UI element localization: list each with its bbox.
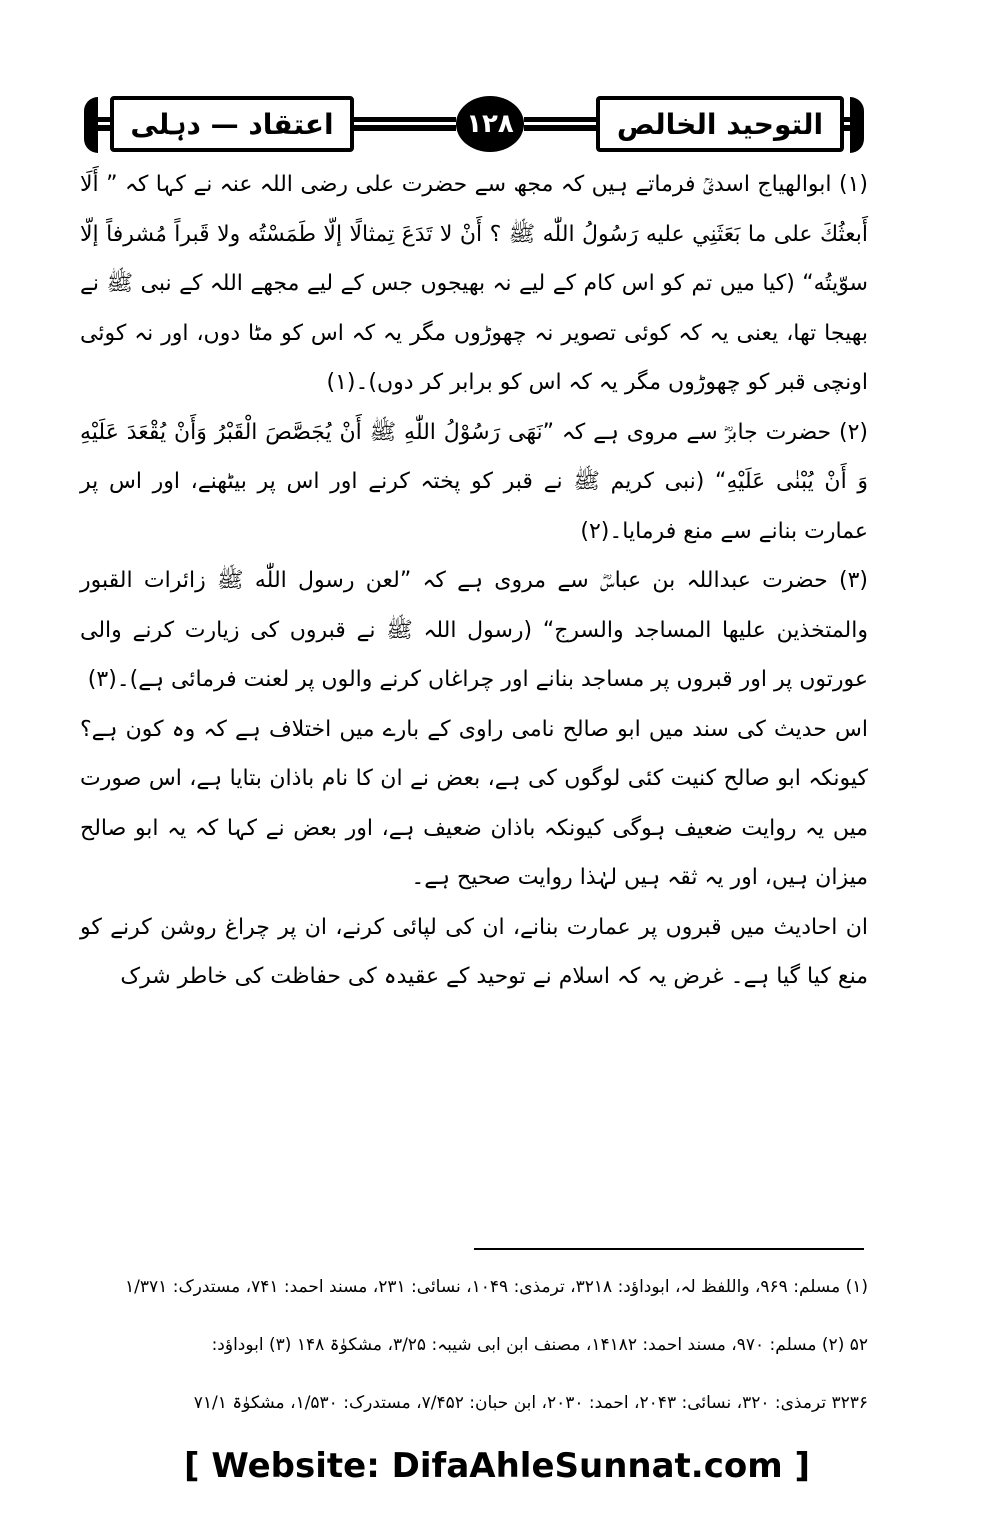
footnote-line: ۵۲ (۲) مسلم: ۹۷۰، مسند احمد: ۱۴۱۸۲، مصنف ابن ابی شیبہ: ۳/۲۵، مشکوٰۃ ۱۴۸ (۳) ابوداؤد: (211, 1335, 868, 1355)
paragraph-hadith-3: (۳) حضرت عبداللہ بن عباسؓ سے مروی ہے کہ ”لعن رسول اللّٰه ﷺ زائرات القبور والمتخذین علیها المساجد والسرج“ (رسول اللہ ﷺ نے قبروں کی زیارت کرنے والی عورتوں پر اور قبروں پر مساجد بنانے اور چراغاں کرنے والوں پر لعنت فرمائی ہے)۔(۳) (80, 568, 868, 692)
book-title: التوحید الخالص (596, 96, 844, 152)
footnote-divider (474, 1248, 864, 1250)
footnotes (80, 1258, 868, 1432)
main-text (80, 160, 868, 1002)
header-cap-left (84, 97, 98, 153)
website-credit: [ Website: DifaAhleSunnat.com ] (183, 1446, 811, 1486)
section-title: اعتقاد — دہلی (110, 96, 354, 152)
header-cap-right (850, 97, 864, 153)
paragraph-hadith-1: (۱) ابوالھیاج اسدیؒ فرماتے ہیں کہ مجھ سے حضرت علی رضی اللہ عنہ نے کہا کہ ” أَلَا أَبعثُكَ علی ما بَعَثَنِي علیه رَسُولُ اللّٰه ﷺ ؟ أَنْ لا تَدَعَ تِمثالًا إلّا طَمَسْتُه ولا قَبراً مُشرفاً إلّا سوّیتُه“ (کیا میں تم کو اس کام کے لیے نہ بھیجوں جس کے لیے مجھے اللہ کے نبی ﷺ نے بھیجا تھا، یعنی یہ کہ کوئی تصویر نہ چھوڑوں مگر یہ کہ اس کو مٹا دوں، اور نہ کوئی اونچی قبر کو چھوڑوں مگر یہ کہ اس کو برابر کر دوں)۔(۱) (80, 172, 868, 395)
paragraph-isnad-note: اس حدیث کی سند میں ابو صالح نامی راوی کے بارے میں اختلاف ہے کہ وہ کون ہے؟ کیونکہ ابو صالح کنیت کئی لوگوں کی ہے، بعض نے ان کا نام باذان بتایا ہے، اس صورت میں یہ روایت ضعیف ہوگی کیونکہ باذان ضعیف ہے، اور بعض نے کہا کہ یہ ابو صالح میزان ہیں، اور یہ ثقہ ہیں لہٰذا روایت صحیح ہے۔ (80, 716, 868, 890)
paragraph-conclusion: ان احادیث میں قبروں پر عمارت بنانے، ان کی لپائی کرنے، ان پر چراغ روشن کرنے کو منع کیا گیا ہے۔ غرض یہ کہ اسلام نے توحید کے عقیدہ کی حفاظت کی خاطر شرک (80, 914, 868, 989)
paragraph-hadith-2: (۲) حضرت جابرؓ سے مروی ہے کہ ”نَهَى رَسُوْلُ اللّٰهِ ﷺ أَنْ يُجَصَّصَ الْقَبْرُ وَأَنْ يُقْعَدَ عَلَيْهِ وَ أَنْ يُبْنٰى عَلَيْهِ“ (نبی کریم ﷺ نے قبر کو پختہ کرنے اور اس پر بیٹھنے، اور اس پر عمارت بنانے سے منع فرمایا۔(۲) (80, 419, 868, 544)
footnote-line: (۱) مسلم: ۹۶۹، واللفظ لہ، ابوداؤد: ۳۲۱۸، ترمذی: ۱۰۴۹، نسائی: ۲۳۱، مسند احمد: ۷۴۱، مستدرک: ۱/۳۷۱ (125, 1277, 868, 1297)
page-number: ۱۲۸ (456, 96, 524, 152)
footnote-line: ۳۲۳۶ ترمذی: ۳۲۰، نسائی: ۲۰۴۳، احمد: ۲۰۳۰، ابن حبان: ۷/۴۵۲، مستدرک: ۱/۵۳۰، مشکوٰۃ ۷۱/۱ (193, 1393, 868, 1413)
page-header (84, 96, 864, 154)
